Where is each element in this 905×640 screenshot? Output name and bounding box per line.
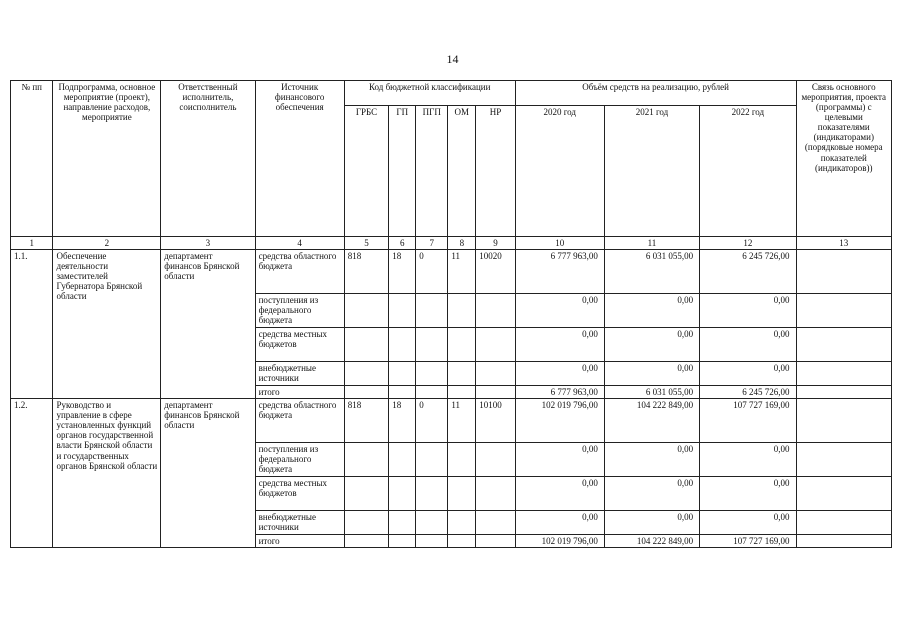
header-2020: 2020 год	[515, 106, 604, 237]
column-number: 9	[476, 237, 515, 250]
gp-cell	[389, 535, 416, 548]
header-subprogram: Подпрограмма, основное мероприятие (проект), направление расходов, мероприятие	[53, 81, 161, 237]
source-cell: средства областного бюджета	[255, 250, 344, 294]
source-cell: средства местных бюджетов	[255, 328, 344, 362]
source-cell: внебюджетные источники	[255, 511, 344, 535]
link-cell	[796, 399, 891, 443]
value-2020: 6 777 963,00	[515, 386, 604, 399]
value-2022: 6 245 726,00	[700, 250, 796, 294]
source-cell: поступления из федерального бюджета	[255, 294, 344, 328]
pgp-cell	[416, 362, 448, 386]
value-2020: 6 777 963,00	[515, 250, 604, 294]
value-2020: 0,00	[515, 477, 604, 511]
value-2022: 0,00	[700, 294, 796, 328]
om-cell	[448, 294, 476, 328]
value-2022: 0,00	[700, 328, 796, 362]
row-executor: департамент финансов Брянской области	[161, 250, 255, 399]
value-2021: 0,00	[604, 443, 699, 477]
om-cell	[448, 535, 476, 548]
value-2020: 0,00	[515, 511, 604, 535]
pgp-cell	[416, 328, 448, 362]
column-number: 7	[416, 237, 448, 250]
value-2021: 6 031 055,00	[604, 386, 699, 399]
column-number: 10	[515, 237, 604, 250]
row-number: 1.1.	[11, 250, 53, 399]
pgp-cell	[416, 386, 448, 399]
value-2020: 0,00	[515, 294, 604, 328]
column-number: 1	[11, 237, 53, 250]
pgp-cell	[416, 443, 448, 477]
column-number: 4	[255, 237, 344, 250]
gp-cell: 18	[389, 399, 416, 443]
nr-cell: 10020	[476, 250, 515, 294]
grbs-cell	[344, 535, 389, 548]
grbs-cell	[344, 362, 389, 386]
value-2022: 0,00	[700, 443, 796, 477]
header-2021: 2021 год	[604, 106, 699, 237]
om-cell	[448, 443, 476, 477]
source-cell: поступления из федерального бюджета	[255, 443, 344, 477]
column-number: 8	[448, 237, 476, 250]
source-cell: средства областного бюджета	[255, 399, 344, 443]
link-cell	[796, 328, 891, 362]
header-budget-code: Код бюджетной классификации	[344, 81, 515, 106]
value-2021: 0,00	[604, 362, 699, 386]
header-om: ОМ	[448, 106, 476, 237]
pgp-cell	[416, 535, 448, 548]
header-row-1	[11, 81, 892, 106]
grbs-cell: 818	[344, 399, 389, 443]
value-2021: 0,00	[604, 511, 699, 535]
header-2022: 2022 год	[700, 106, 796, 237]
link-cell	[796, 443, 891, 477]
gp-cell: 18	[389, 250, 416, 294]
nr-cell	[476, 328, 515, 362]
nr-cell	[476, 477, 515, 511]
column-number: 13	[796, 237, 891, 250]
header-grbs: ГРБС	[344, 106, 389, 237]
om-cell	[448, 328, 476, 362]
budget-table	[10, 80, 892, 548]
table-row	[11, 250, 892, 294]
source-cell: средства местных бюджетов	[255, 477, 344, 511]
value-2022: 0,00	[700, 362, 796, 386]
grbs-cell: 818	[344, 250, 389, 294]
value-2022: 107 727 169,00	[700, 399, 796, 443]
pgp-cell	[416, 511, 448, 535]
value-2021: 0,00	[604, 477, 699, 511]
value-2021: 6 031 055,00	[604, 250, 699, 294]
value-2020: 0,00	[515, 328, 604, 362]
link-cell	[796, 362, 891, 386]
row-executor: департамент финансов Брянской области	[161, 399, 255, 548]
gp-cell	[389, 511, 416, 535]
value-2022: 0,00	[700, 511, 796, 535]
pgp-cell: 0	[416, 399, 448, 443]
nr-cell	[476, 386, 515, 399]
gp-cell	[389, 443, 416, 477]
grbs-cell	[344, 328, 389, 362]
value-2020: 102 019 796,00	[515, 535, 604, 548]
header-num: № пп	[11, 81, 53, 237]
grbs-cell	[344, 477, 389, 511]
value-2022: 0,00	[700, 477, 796, 511]
column-number: 12	[700, 237, 796, 250]
column-number: 5	[344, 237, 389, 250]
link-cell	[796, 294, 891, 328]
value-2022: 107 727 169,00	[700, 535, 796, 548]
value-2021: 0,00	[604, 328, 699, 362]
column-number-row	[11, 237, 892, 250]
om-cell: 11	[448, 399, 476, 443]
om-cell	[448, 362, 476, 386]
source-cell: итого	[255, 386, 344, 399]
pgp-cell: 0	[416, 250, 448, 294]
grbs-cell	[344, 386, 389, 399]
column-number: 2	[53, 237, 161, 250]
row-name: Обеспечение деятельности заместителей Губернатора Брянской области	[53, 250, 161, 399]
grbs-cell	[344, 294, 389, 328]
nr-cell	[476, 535, 515, 548]
value-2020: 0,00	[515, 362, 604, 386]
link-cell	[796, 386, 891, 399]
column-number: 6	[389, 237, 416, 250]
header-link: Связь основного мероприятия, проекта (программы) с целевыми показателями (индикаторами) (порядковые номера показателей (индикаторов))	[796, 81, 891, 237]
source-cell: внебюджетные источники	[255, 362, 344, 386]
om-cell	[448, 511, 476, 535]
value-2020: 0,00	[515, 443, 604, 477]
gp-cell	[389, 294, 416, 328]
header-source: Источник финансового обеспечения	[255, 81, 344, 237]
nr-cell	[476, 362, 515, 386]
column-number: 11	[604, 237, 699, 250]
value-2021: 104 222 849,00	[604, 535, 699, 548]
om-cell: 11	[448, 250, 476, 294]
om-cell	[448, 386, 476, 399]
row-number: 1.2.	[11, 399, 53, 548]
gp-cell	[389, 477, 416, 511]
link-cell	[796, 477, 891, 511]
value-2021: 104 222 849,00	[604, 399, 699, 443]
grbs-cell	[344, 443, 389, 477]
header-executor: Ответственный исполнитель, соисполнитель	[161, 81, 255, 237]
link-cell	[796, 535, 891, 548]
row-name: Руководство и управление в сфере установленных функций органов государственной власти Брянской области и государственных органов Брянской области	[53, 399, 161, 548]
nr-cell	[476, 443, 515, 477]
value-2022: 6 245 726,00	[700, 386, 796, 399]
om-cell	[448, 477, 476, 511]
source-cell: итого	[255, 535, 344, 548]
page-number: 14	[446, 52, 459, 66]
gp-cell	[389, 386, 416, 399]
nr-cell	[476, 511, 515, 535]
grbs-cell	[344, 511, 389, 535]
nr-cell	[476, 294, 515, 328]
column-number: 3	[161, 237, 255, 250]
header-amount: Объём средств на реализацию, рублей	[515, 81, 796, 106]
header-nr: НР	[476, 106, 515, 237]
link-cell	[796, 511, 891, 535]
value-2021: 0,00	[604, 294, 699, 328]
nr-cell: 10100	[476, 399, 515, 443]
table-row	[11, 399, 892, 443]
value-2020: 102 019 796,00	[515, 399, 604, 443]
header-pgp: ПГП	[416, 106, 448, 237]
gp-cell	[389, 328, 416, 362]
link-cell	[796, 250, 891, 294]
pgp-cell	[416, 477, 448, 511]
header-gp: ГП	[389, 106, 416, 237]
gp-cell	[389, 362, 416, 386]
pgp-cell	[416, 294, 448, 328]
